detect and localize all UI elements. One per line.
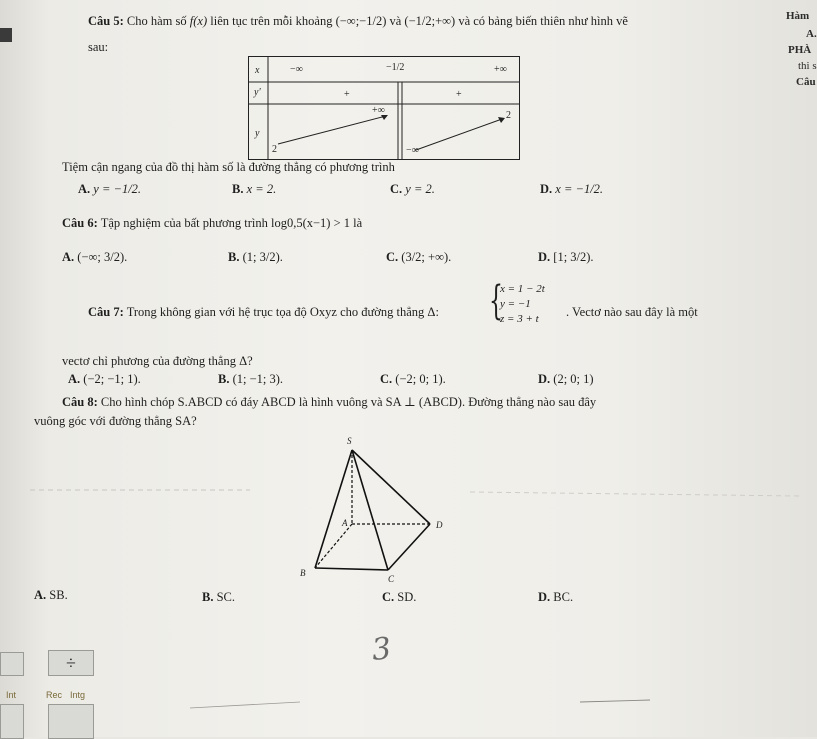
edge-text-5: Câu xyxy=(796,76,816,88)
q7-option-a[interactable] xyxy=(68,372,141,387)
q7-line-2: vectơ chỉ phương của đường thẳng Δ? xyxy=(62,354,253,368)
option-text: (1; 3/2). xyxy=(242,250,283,264)
q7-text: Trong không gian với hệ trục tọa độ Oxyz cho đường thẳng Δ: xyxy=(126,305,439,319)
option-text: (1; −1; 3). xyxy=(232,372,284,386)
q6-expr: log0,5(x−1) > 1 xyxy=(270,216,351,230)
calculator-key-left xyxy=(0,652,24,676)
q6-option-c[interactable] xyxy=(386,250,451,265)
table-x-mid: −1/2 xyxy=(386,62,405,73)
table-y-right-start: −∞ xyxy=(406,145,419,156)
q5-and: và xyxy=(389,14,402,28)
option-letter: A. xyxy=(62,250,75,264)
q6-option-b[interactable] xyxy=(228,250,283,265)
q7-option-d[interactable] xyxy=(538,372,594,387)
table-row-y: y xyxy=(255,128,260,139)
q8-option-b[interactable] xyxy=(202,590,235,605)
vertex-d: D xyxy=(436,520,443,530)
q5-func: f(x) xyxy=(189,14,208,28)
option-text: (2; 0; 1) xyxy=(553,372,594,386)
handwritten-number: 3 xyxy=(370,631,393,668)
pen-marks xyxy=(180,690,700,720)
option-letter: B. xyxy=(202,590,214,604)
option-text: BC. xyxy=(553,590,574,604)
table-dy-right: + xyxy=(456,89,462,100)
option-text: y = 2. xyxy=(405,182,435,196)
option-text: (−∞; 3/2). xyxy=(77,250,128,264)
q8-line-1 xyxy=(62,394,596,410)
option-letter: C. xyxy=(380,372,393,386)
option-letter: A. xyxy=(68,372,81,386)
q5-line-2: sau: xyxy=(88,40,109,54)
option-text: SB. xyxy=(49,588,68,602)
q7-system xyxy=(500,282,545,327)
calculator-key-bottom-left xyxy=(0,704,24,739)
option-text: (−2; −1; 1). xyxy=(83,372,141,386)
q6-label: Câu 6: xyxy=(62,216,98,230)
q5-interval-1: (−∞;−1/2) xyxy=(335,14,387,28)
option-text: y = −1/2. xyxy=(93,182,142,196)
option-letter: D. xyxy=(538,250,551,264)
q8-option-a[interactable] xyxy=(34,588,68,603)
option-text: (3/2; +∞). xyxy=(401,250,452,264)
q7-label: Câu 7: xyxy=(88,305,124,319)
option-letter: D. xyxy=(538,590,551,604)
divide-icon: ÷ xyxy=(66,653,76,673)
option-text: x = 2. xyxy=(246,182,277,196)
q5-text-b: liên tục trên mỗi khoảng xyxy=(210,14,333,28)
q7-system-eq-2: y = −1 xyxy=(500,298,531,310)
calculator-label-intg: Intg xyxy=(70,690,86,700)
option-letter: D. xyxy=(540,182,553,196)
table-y-right-end: 2 xyxy=(506,110,511,121)
option-letter: A. xyxy=(34,588,47,602)
vertex-c: C xyxy=(388,574,395,584)
q7-system-brace: { xyxy=(489,278,503,324)
option-text: x = −1/2. xyxy=(555,182,604,196)
q5-option-d[interactable] xyxy=(540,182,603,197)
vertex-b: B xyxy=(300,568,306,578)
calculator-label-int: Int xyxy=(6,690,17,700)
q7-option-b[interactable] xyxy=(218,372,283,387)
q5-option-a[interactable] xyxy=(78,182,141,197)
calculator-key-divide xyxy=(48,650,94,676)
q6-option-d[interactable] xyxy=(538,250,594,265)
table-row-x: x xyxy=(255,65,260,76)
q6-text-end: là xyxy=(353,216,363,230)
edge-text-4: thi s xyxy=(798,60,817,72)
calculator-label-rec: Rec xyxy=(46,690,63,700)
option-letter: D. xyxy=(538,372,551,386)
q8-text: Cho hình chóp S.ABCD có đáy ABCD là hình vuông và SA ⊥ (ABCD). Đường thẳng nào sau đây xyxy=(100,395,597,409)
q8-label: Câu 8: xyxy=(62,395,98,409)
q5-option-b[interactable] xyxy=(232,182,276,197)
q8-option-c[interactable] xyxy=(382,590,416,605)
table-x-left: −∞ xyxy=(290,64,303,75)
option-letter: B. xyxy=(218,372,230,386)
q7-text-end: . Vectơ nào sau đây là một xyxy=(566,305,698,319)
q6-text: Tập nghiệm của bất phương trình xyxy=(100,216,268,230)
calculator-key-bottom xyxy=(48,704,94,739)
option-letter: C. xyxy=(382,590,395,604)
q5-label: Câu 5: xyxy=(88,14,124,28)
variation-table xyxy=(248,56,520,160)
table-y-left-end: +∞ xyxy=(372,105,385,116)
table-dy-left: + xyxy=(344,89,350,100)
q5-line-1 xyxy=(88,14,628,29)
table-x-right: +∞ xyxy=(494,64,507,75)
q6-line xyxy=(62,216,362,231)
q7-line-1 xyxy=(88,305,439,320)
option-letter: C. xyxy=(390,182,403,196)
edge-text-3: PHÀ xyxy=(788,44,812,56)
q5-interval-2: (−1/2;+∞) xyxy=(404,14,456,28)
q8-line-2: vuông góc với đường thẳng SA? xyxy=(34,414,197,428)
edge-text-2: A. xyxy=(806,28,817,40)
option-text: SC. xyxy=(216,590,236,604)
q5-text-a: Cho hàm số xyxy=(126,14,187,28)
option-text: [1; 3/2). xyxy=(553,250,594,264)
q5-text-c: và có bảng biến thiên như hình vẽ xyxy=(458,14,628,28)
q7-system-eq-3: z = 3 + t xyxy=(500,313,539,325)
option-letter: C. xyxy=(386,250,399,264)
option-letter: A. xyxy=(78,182,91,196)
option-text: (−2; 0; 1). xyxy=(395,372,446,386)
q6-option-a[interactable] xyxy=(62,250,127,265)
option-letter: B. xyxy=(232,182,244,196)
option-text: SD. xyxy=(397,590,417,604)
q8-option-d[interactable] xyxy=(538,590,573,605)
vertex-s: S xyxy=(347,436,352,446)
pyramid-figure xyxy=(290,436,460,586)
vertex-a: A xyxy=(342,518,348,528)
q7-option-c[interactable] xyxy=(380,372,446,387)
pyramid-drawing xyxy=(290,436,460,586)
q5-question: Tiệm cận ngang của đồ thị hàm số là đường thẳng có phương trình xyxy=(62,160,395,174)
table-row-dy: y' xyxy=(254,87,261,98)
paper-edge-mark xyxy=(0,28,12,42)
q5-option-c[interactable] xyxy=(390,182,435,197)
option-letter: B. xyxy=(228,250,240,264)
table-y-left-start: 2 xyxy=(272,144,277,155)
edge-text-1: Hàm xyxy=(786,10,810,22)
q7-system-eq-1: x = 1 − 2t xyxy=(500,283,545,295)
